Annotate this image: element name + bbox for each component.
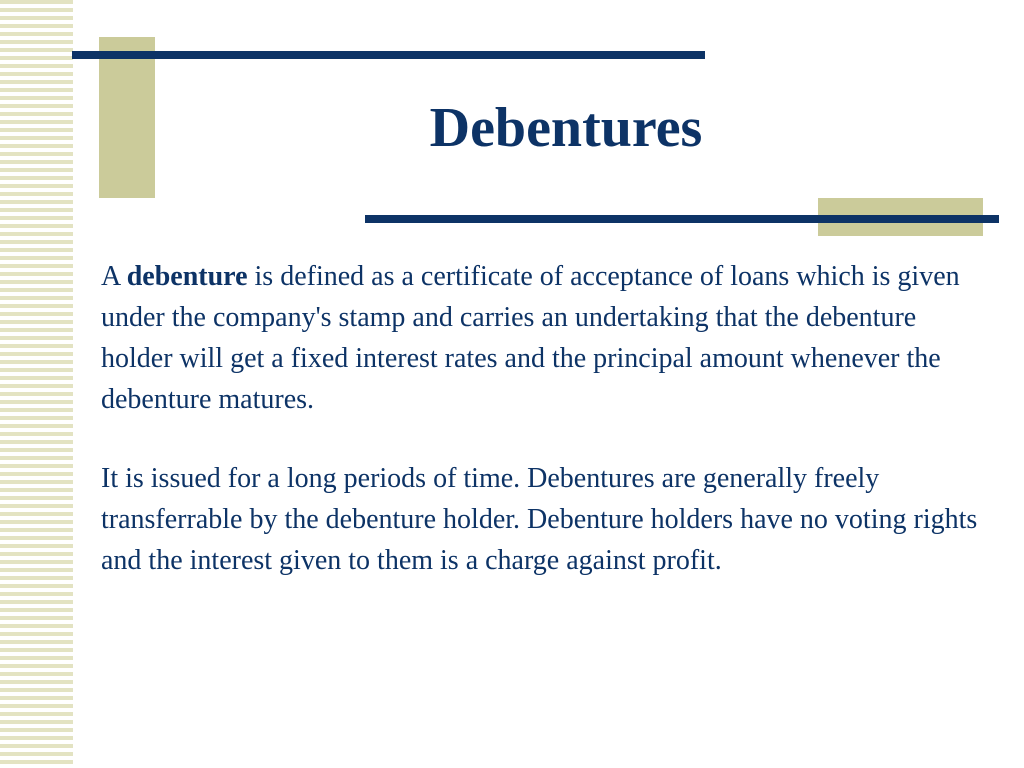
tan-block-decoration-top — [99, 37, 155, 198]
term-debenture: debenture — [126, 261, 248, 292]
paragraph-characteristics: It is issued for a long periods of time. Debentures are generally freely transferrable by the debenture holder. Debenture holders have no voting rights and the interest given to them is a charge against profit. — [101, 463, 978, 576]
title-rule-bottom — [365, 215, 999, 223]
title-rule-top — [72, 51, 705, 59]
paragraph-definition-text: is defined as a certificate of acceptance of loans which is given under the company's stamp and carries an undertaking that the debenture holder will get a fixed interest rates and the principal amount whenever the debenture matures. — [101, 261, 960, 415]
paragraph-lead: A — [101, 261, 127, 292]
slide-title: Debentures — [429, 97, 703, 159]
striped-margin-decoration — [0, 0, 73, 768]
slide-body — [101, 256, 991, 581]
paragraph-definition — [101, 256, 991, 420]
